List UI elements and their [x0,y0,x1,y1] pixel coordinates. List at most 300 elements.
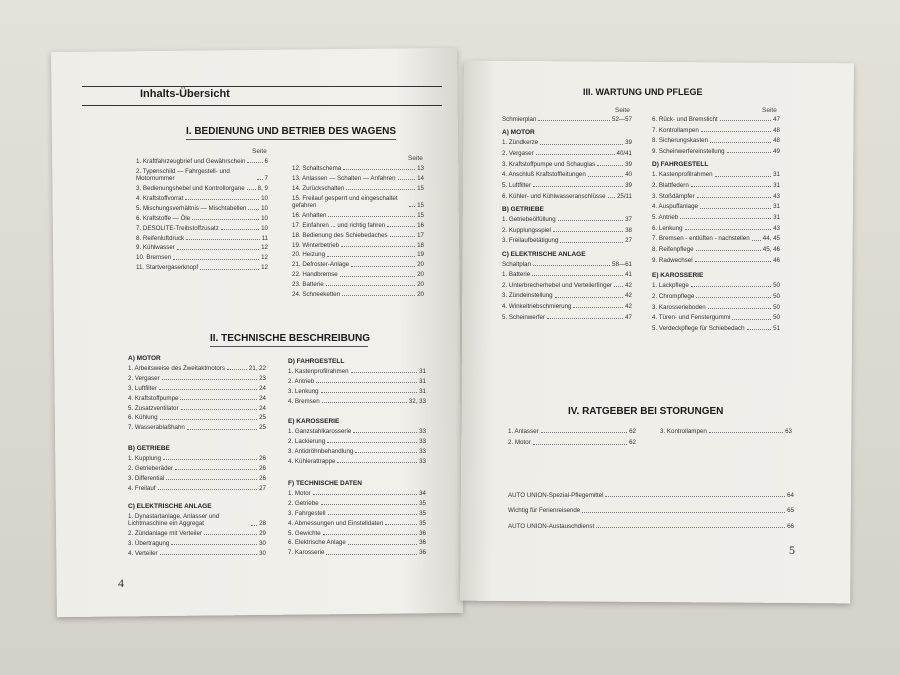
s2-fahrgestell-list [288,368,426,405]
s2-elektrisch-list [128,513,266,557]
toc-entry-page: 40/41 [616,149,632,157]
toc-entry [508,428,636,435]
s2-getriebe-list [128,455,266,492]
s2-karosserie-group [288,418,426,465]
dot-leader [351,372,418,373]
toc-entry-title: 1. Ganzstahlkarosserie [288,428,352,435]
dot-leader [313,494,417,495]
toc-entry-page: 20 [417,271,424,279]
toc-entry [288,398,426,405]
toc-entry-title: 3. Bedienungshebel und Kontrollorgane [136,185,245,193]
toc-entry-title: 4. Anschluß Kraftstoffleitungen [502,171,586,179]
dot-leader [747,329,772,330]
dot-leader [171,544,257,545]
toc-entry-title: 1. Kraftfahrzeugbrief und Gewährschein [136,158,246,165]
toc-entry-page: 35 [419,509,426,517]
toc-entry-title: 9. Kühlwasser [136,244,175,252]
toc-entry-title: 2. Motor [508,439,531,447]
toc-entry-page: 11 [261,234,268,242]
r-getriebe-label: B) GETRIEBE [502,206,544,214]
toc-entry [292,291,424,298]
toc-entry [652,116,780,123]
toc-entry-title: 6. Kraftstoffe — Öle [136,214,191,222]
toc-entry-page: 49 [773,148,780,156]
dot-leader [536,154,615,155]
toc-entry-title: 7. Kontrollampen [652,126,699,134]
toc-entry-page: 44, 45 [762,235,780,243]
toc-entry [502,150,632,157]
toc-entry [288,539,426,546]
toc-entry [502,193,632,200]
toc-entry [502,227,632,234]
toc-entry-page: 25/11 [616,192,632,200]
dot-leader [553,231,623,232]
dot-leader [351,266,415,267]
toc-entry-page: 17 [417,231,424,239]
toc-entry-title: 7. DESOLITE-Treibstoffzusatz [136,224,219,232]
r-fahrgestell-list [652,171,780,264]
s2-elektrisch-label: C) ELEKTRISCHE ANLAGE [128,503,212,510]
toc-entry-page: 14 [417,174,424,182]
toc-entry [292,261,424,268]
toc-entry-page: 33 [419,457,426,465]
dot-leader [353,432,417,433]
toc-entry-page: 39 [625,160,632,168]
toc-entry-page: 39 [625,182,632,190]
dot-leader [385,524,417,525]
toc-entry [502,161,632,168]
toc-entry-title: 2. Lackierung [288,437,326,445]
dot-leader [327,256,415,257]
page-number-right: 5 [789,543,795,557]
toc-entry [502,116,632,123]
title-rule [82,86,442,106]
toc-entry-page: 8, 9 [257,185,268,193]
toc-entry-page: 31 [419,368,426,375]
toc-entry-page: 37 [625,216,632,224]
toc-entry-title: 3. Kraftstoffpumpe und Schauglas [502,160,596,168]
toc-entry-page: 31 [419,377,426,385]
toc-entry [136,195,268,202]
dot-leader [700,208,771,209]
toc-entry-title: 6. Kühlung [128,414,158,422]
toc-entry-title: AUTO UNION-Austauschdienst [508,522,595,530]
toc-entry-title: 5. Antrieb [652,214,679,222]
toc-entry-title: 2. Kupplungsspiel [502,226,551,234]
toc-entry-page: 29 [259,530,266,538]
toc-entry-title: 2. Vergaser [128,374,160,382]
toc-entry [288,500,426,507]
toc-entry-title: 1. Motor [288,490,311,497]
dot-leader [532,275,623,276]
dot-leader [159,389,257,390]
toc-entry-page: 42 [625,281,632,289]
toc-entry [502,216,632,223]
toc-entry-title: 17. Einfahren ... und richtig fahren [292,221,386,229]
toc-entry-page: 25 [259,424,266,432]
s2-karosserie-list [288,428,426,465]
dot-leader [346,189,415,190]
dot-leader [248,209,259,210]
toc-entry [136,225,268,232]
toc-entry [652,182,780,189]
toc-entry-page: 63 [785,428,792,435]
toc-entry [502,314,632,321]
toc-entry-title: 3. Fahrgestell [288,509,326,517]
toc-entry [652,325,780,332]
section-1-underline [186,139,396,140]
toc-entry-page: 34 [419,490,426,497]
toc-entry [292,251,424,258]
dot-leader [337,462,417,463]
toc-entry-page: 50 [773,292,780,300]
seite-label-left-col2: Seite [408,155,423,162]
s2-getriebe-group [128,445,266,492]
toc-entry-title: 11. Startvergaserknopf [136,264,199,272]
s2-motor-group [128,355,266,432]
toc-entry [652,171,780,178]
dot-leader [596,527,785,528]
dot-leader [192,219,259,220]
toc-entry-page: 19 [417,251,424,259]
toc-entry [128,414,266,421]
r-col2 [652,116,780,332]
dot-leader [573,307,623,308]
toc-entry-title: 4. Türen- und Fenstergummi [652,314,731,322]
toc-entry-title: 4. Winkeltriebschmierung [502,303,572,311]
dot-leader [341,246,415,247]
section-3-heading: III. WARTUNG UND PFLEGE [583,87,703,97]
dot-leader [560,242,623,243]
dot-leader [680,218,771,219]
toc-entry-page: 15 [417,201,424,209]
r-karosserie-list [652,282,780,332]
dot-leader [186,239,259,240]
toc-entry [502,182,632,189]
toc-entry [508,523,794,530]
dot-leader [355,452,417,453]
r-motor-label: A) MOTOR [502,129,535,137]
toc-entry-title: 8. Reifenluftdruck [136,234,185,242]
page-number-left: 4 [118,576,124,590]
toc-entry-title: 21. Defroster-Anlage [292,261,350,269]
toc-entry [136,158,268,165]
toc-entry-title: 22. Handbremse [292,271,338,279]
toc-entry-page: 23 [259,374,266,382]
s2-motor-list [128,365,266,432]
toc-entry [128,485,266,492]
toc-entry-title: 5. Scheinwerfer [502,313,545,321]
toc-entry-page: 31 [773,203,780,211]
dot-leader [175,469,257,470]
toc-entry [652,203,780,210]
toc-entry-title: 2. Unterbrecherhebel und Verteilerfinger [502,281,613,289]
toc-entry [292,242,424,249]
dot-leader [541,432,627,433]
toc-entry [652,214,780,221]
toc-entry [652,246,780,253]
toc-entry-title: Schmierplan [502,116,537,123]
toc-entry-page: 21, 22 [248,365,266,372]
toc-entry-page: 42 [625,292,632,300]
toc-entry-page: 25 [259,414,266,422]
toc-entry-page: 20 [417,261,424,269]
toc-entry-page: 39 [625,139,632,147]
toc-entry [288,428,426,435]
toc-entry [288,438,426,445]
toc-entry [502,271,632,278]
toc-entry [288,520,426,527]
dot-leader [533,186,623,187]
toc-entry-title: 2. Blattfedern [652,182,689,190]
dot-leader [180,399,257,400]
toc-entry-title: 1. Kastenprofilrahmen [652,171,713,179]
toc-entry-page: 33 [419,437,426,445]
dot-leader [257,179,263,180]
toc-entry-page: 10 [261,224,268,232]
toc-entry-title: 23. Batterie [292,281,324,289]
toc-entry-page: 31 [773,182,780,190]
r-col1 [502,116,632,321]
toc-entry-page: 62 [629,439,636,447]
dot-leader [696,250,761,251]
toc-entry-page: 33 [419,428,426,435]
toc-entry-page: 31 [773,171,780,179]
toc-entry-title: 2. Zündanlage mit Verteiler [128,530,202,538]
section-1-heading: I. BEDIENUNG UND BETRIEB DES WAGENS [186,126,397,137]
toc-entry-title: 4. Verteiler [128,549,158,557]
toc-entry-title: 4. Kraftstoffpumpe [128,394,179,402]
toc-entry-page: 6 [264,158,268,165]
toc-entry [128,530,266,537]
toc-entry [652,225,780,232]
toc-entry-title: 9. Scheinwerfereinstellung [652,148,725,156]
r-motor-list [502,139,632,200]
toc-entry-page: 24 [259,384,266,392]
toc-entry-page: 26 [259,474,266,482]
toc-entry [128,385,266,392]
s2-elektrisch-group [128,503,266,557]
dot-leader [328,216,415,217]
page-title: Inhalts-Übersicht [140,88,230,100]
toc-entry [652,235,780,242]
r-getriebe-list [502,216,632,245]
toc-entry [128,465,266,472]
dot-leader [555,297,624,298]
toc-entry [502,292,632,299]
dot-leader [588,176,623,177]
toc-entry-page: 28 [259,520,266,528]
dot-leader [710,142,771,143]
toc-entry [128,365,266,372]
dot-leader [247,189,256,190]
dot-leader [343,169,415,170]
toc-entry [128,550,266,557]
dot-leader [727,152,772,153]
toc-entry [292,222,424,229]
toc-entry-page: 20 [417,281,424,289]
toc-entry [292,165,424,172]
dot-leader [538,120,610,121]
dot-leader [187,429,257,430]
toc-entry [136,215,268,222]
toc-entry [508,492,794,499]
toc-entry-page: 35 [419,499,426,507]
toc-entry-title: 1. Dynastartanlage, Anlasser und Lichtmaschine ein Aggregat [128,513,220,528]
r-col2-top-list [652,116,780,155]
toc-entry-title: 12. Schaltschema [292,165,342,172]
dot-leader [708,308,771,309]
toc-entry-title: 3. Kontrollampen [660,428,707,435]
s2-daten-list [288,490,426,557]
dot-leader [605,496,785,497]
dot-leader [608,197,615,198]
toc-entry-title: 4. Kühlerattrappe [288,457,336,465]
toc-entry-page: 43 [773,192,780,200]
toc-entry [508,507,794,514]
toc-entry-title: 24. Schneeketten [292,290,341,298]
toc-entry [292,195,424,210]
toc-entry-title: 5. Mischungsverhältnis — Mischtabellen [136,204,247,212]
toc-entry-page: 16 [417,221,424,229]
dot-leader [251,525,257,526]
toc-entry-page: 10 [261,214,268,222]
dot-leader [533,265,610,266]
toc-entry-page: 64 [787,492,794,499]
dot-leader [204,534,257,535]
toc-entry [136,168,268,183]
dot-leader [328,514,418,515]
toc-entry-page: 36 [419,529,426,537]
toc-entry [292,232,424,239]
dot-leader [227,369,247,370]
toc-entry [128,475,266,482]
toc-entry [128,455,266,462]
toc-entry-title: 19. Winterbetrieb [292,241,340,249]
toc-entry-title: 14. Zurückschalten [292,184,345,192]
dot-leader [326,285,415,286]
seite-label-left-col1: Seite [252,148,267,155]
section-4-list-col2 [660,428,792,435]
dot-leader [715,176,772,177]
toc-entry [136,235,268,242]
dot-leader [340,276,415,277]
toc-entry [288,490,426,497]
toc-entry-page: 58—61 [612,260,632,268]
toc-entry-page: 26 [259,464,266,472]
toc-entry [502,237,632,244]
toc-entry-page: 47 [625,313,632,321]
toc-entry-page: 30 [259,540,266,548]
toc-entry [502,282,632,289]
toc-entry-page: 47 [773,116,780,123]
toc-entry [652,282,780,289]
toc-entry [136,185,268,192]
r-elektrisch-list [502,271,632,321]
toc-entry-title: 2. Vergaser [502,149,534,157]
s2-getriebe-label: B) GETRIEBE [128,445,170,452]
toc-entry-title: 1. Lackpflege [652,282,689,290]
dot-leader [200,269,259,270]
dot-leader [327,442,417,443]
toc-entry-title: 2. Antrieb [288,377,315,385]
dot-leader [162,379,257,380]
dot-leader [696,297,771,298]
toc-entry [652,293,780,300]
s2-fahrgestell-group [288,358,426,405]
toc-entry-title: 10. Bremsen [136,254,172,262]
dot-leader [247,162,262,163]
toc-entry-page: 48 [773,137,780,145]
toc-entry-page: 50 [773,282,780,290]
toc-entry-title: 15. Freilauf gesperrt und eingeschaltet gefahren [292,194,398,209]
section-1-list-col2 [292,165,424,298]
toc-entry [288,530,426,537]
toc-entry [288,510,426,517]
toc-entry-title: 4. Kraftstoffvorrat [136,194,184,202]
toc-entry-title: 3. Differential [128,474,165,482]
dot-leader [185,199,259,200]
toc-entry [128,395,266,402]
toc-entry-page: 12 [261,244,268,252]
toc-entry-title: 3. Stoßdämpfer [652,192,695,200]
schmierplan-entry [502,116,632,123]
toc-entry-title: 5. Zusatzventilator [128,404,179,412]
toc-entry-title: 8. Reifenpflege [652,246,694,254]
dot-leader [177,249,259,250]
toc-entry-page: 15 [417,184,424,192]
toc-entry [288,388,426,395]
dot-leader [321,504,417,505]
dot-leader [221,229,259,230]
toc-entry [288,458,426,465]
toc-entry-title: 3. Freilaufbetätigung [502,237,559,245]
toc-entry-page: 36 [419,539,426,547]
toc-entry-page: 12 [261,264,268,272]
toc-entry-page: 30 [259,549,266,557]
dot-leader [348,544,417,545]
dot-leader [558,220,623,221]
toc-entry-title: 2. Chrompflege [652,292,695,300]
toc-entry-title: 7. Wasserablaßhahn [128,424,185,432]
dot-leader [701,131,771,132]
r-karosserie-label: E) KAROSSERIE [652,272,704,280]
toc-entry-title: 20. Heizung [292,251,326,259]
toc-entry [288,378,426,385]
toc-entry-title: 3. Karosserieboden [652,303,706,311]
dot-leader [323,534,417,535]
toc-entry-page: 15 [417,211,424,219]
toc-entry [652,137,780,144]
toc-entry-title: 18. Bedienung des Schiebedaches [292,231,388,239]
toc-entry-page: 27 [625,237,632,245]
toc-entry [288,549,426,556]
schaltplan-entry [502,261,632,268]
toc-entry [128,540,266,547]
toc-entry-page: 40 [625,171,632,179]
dot-leader [533,444,627,445]
toc-entry-title: Schaltplan [502,260,531,268]
toc-entry-title: 1. Batterie [502,271,531,278]
toc-entry-page: 41 [625,271,632,278]
dot-leader [387,226,415,227]
dot-leader [321,392,417,393]
toc-entry-title: 3. Zündeinstellung [502,292,553,300]
toc-entry-title: 4. Auspuffanlage [652,203,698,211]
toc-entry [652,193,780,200]
toc-entry-title: 1. Zündkerze [502,139,539,147]
toc-entry-page: 27 [259,484,266,492]
